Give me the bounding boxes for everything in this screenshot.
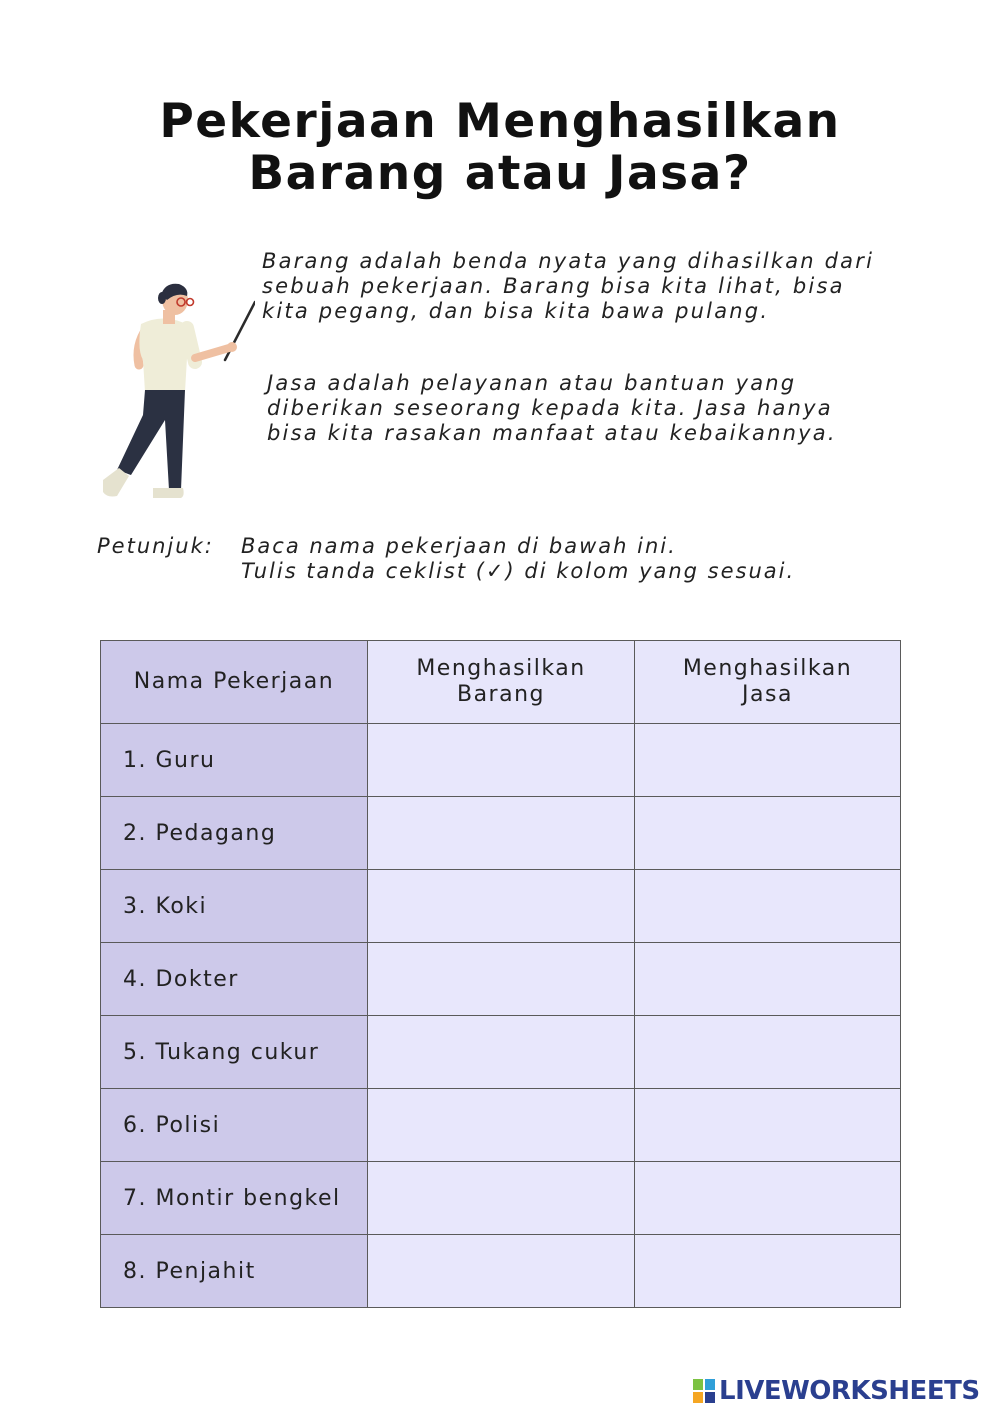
header-job-name-label: Nama Pekerjaan bbox=[133, 669, 335, 694]
instructions-line-2: Tulis tanda ceklist (✓) di kolom yang sesuai. bbox=[241, 559, 796, 583]
goods-answer-cell[interactable] bbox=[368, 1089, 635, 1162]
barang-line-1: Barang adalah benda nyata yang dihasilkan dari bbox=[262, 249, 875, 273]
job-name-cell: 8. Penjahit bbox=[101, 1235, 368, 1308]
instructions-label: Petunjuk: bbox=[97, 534, 214, 558]
header-services-line-2: Jasa bbox=[742, 682, 793, 707]
goods-answer-cell[interactable] bbox=[368, 1162, 635, 1235]
services-answer-cell[interactable] bbox=[635, 1162, 901, 1235]
goods-answer-cell[interactable] bbox=[368, 1016, 635, 1089]
goods-answer-cell[interactable] bbox=[368, 943, 635, 1016]
goods-answer-cell[interactable] bbox=[368, 1235, 635, 1308]
jasa-line-3: bisa kita rasakan manfaat atau kebaikannya. bbox=[267, 421, 837, 445]
header-services-line-1: Menghasilkan bbox=[682, 656, 853, 681]
services-answer-cell[interactable] bbox=[635, 1089, 901, 1162]
teacher-illustration bbox=[95, 280, 255, 502]
barang-line-2: sebuah pekerjaan. Barang bisa kita lihat, bisa bbox=[262, 274, 845, 298]
goods-answer-cell[interactable] bbox=[368, 870, 635, 943]
goods-answer-cell[interactable] bbox=[368, 724, 635, 797]
job-name-cell: 7. Montir bengkel bbox=[101, 1162, 368, 1235]
header-job-name bbox=[101, 641, 368, 724]
job-name-cell: 2. Pedagang bbox=[101, 797, 368, 870]
table-row bbox=[101, 1162, 901, 1235]
liveworksheets-brand bbox=[693, 1374, 993, 1408]
job-name-cell: 5. Tukang cukur bbox=[101, 1016, 368, 1089]
services-answer-cell[interactable] bbox=[635, 1235, 901, 1308]
title-line-2: Barang atau Jasa? bbox=[248, 146, 752, 201]
job-name-cell: 4. Dokter bbox=[101, 943, 368, 1016]
instructions-line-1: Baca nama pekerjaan di bawah ini. bbox=[241, 534, 677, 558]
liveworksheets-wordmark: LIVEWORKSHEETS bbox=[719, 1376, 980, 1406]
table-header-row bbox=[101, 641, 901, 724]
table-row bbox=[101, 870, 901, 943]
job-name-cell: 1. Guru bbox=[101, 724, 368, 797]
worksheet-title bbox=[0, 96, 1000, 200]
header-goods-line-2: Barang bbox=[456, 682, 545, 707]
table-row bbox=[101, 1089, 901, 1162]
services-answer-cell[interactable] bbox=[635, 870, 901, 943]
services-answer-cell[interactable] bbox=[635, 724, 901, 797]
liveworksheets-logo-icon bbox=[693, 1379, 715, 1403]
title-line-1: Pekerjaan Menghasilkan bbox=[159, 94, 841, 149]
services-answer-cell[interactable] bbox=[635, 1016, 901, 1089]
job-name-cell: 6. Polisi bbox=[101, 1089, 368, 1162]
barang-line-3: kita pegang, dan bisa kita bawa pulang. bbox=[262, 299, 770, 323]
table-row bbox=[101, 724, 901, 797]
table-row bbox=[101, 797, 901, 870]
table-row bbox=[101, 943, 901, 1016]
barang-definition bbox=[262, 249, 874, 324]
services-answer-cell[interactable] bbox=[635, 943, 901, 1016]
header-goods-line-1: Menghasilkan bbox=[416, 656, 586, 681]
jasa-line-1: Jasa adalah pelayanan atau bantuan yang bbox=[267, 371, 797, 395]
jasa-line-2: diberikan seseorang kepada kita. Jasa hanya bbox=[267, 396, 833, 420]
instructions-text bbox=[241, 534, 795, 584]
goods-answer-cell[interactable] bbox=[368, 797, 635, 870]
table-row bbox=[101, 1235, 901, 1308]
table-row bbox=[101, 1016, 901, 1089]
jasa-definition bbox=[267, 371, 837, 446]
header-produces-services bbox=[635, 641, 901, 724]
services-answer-cell[interactable] bbox=[635, 797, 901, 870]
job-classification-table bbox=[100, 640, 901, 1308]
header-produces-goods bbox=[368, 641, 635, 724]
job-name-cell: 3. Koki bbox=[101, 870, 368, 943]
